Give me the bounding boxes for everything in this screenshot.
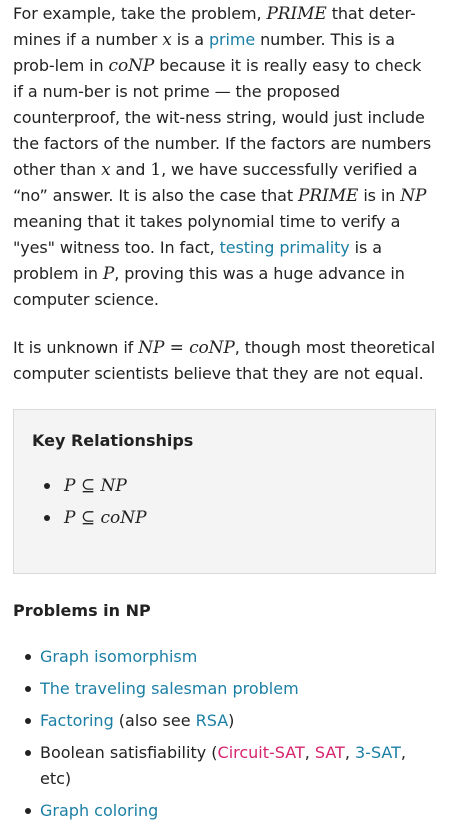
paragraph-np-conp [13, 335, 436, 387]
traveling-salesman-link[interactable]: The traveling salesman problem [40, 679, 299, 698]
problems-list [13, 644, 436, 824]
text: It is unknown if [13, 338, 139, 357]
bullet-icon [25, 808, 31, 814]
testing-primality-link[interactable]: testing primality [219, 238, 350, 257]
math-x: x [101, 160, 111, 180]
key-relationships-box [13, 409, 436, 574]
relationship-list [32, 470, 417, 534]
math-np-eq-conp [138, 338, 235, 358]
math-equals: = [164, 338, 190, 358]
math-p-subset-np [64, 476, 127, 496]
math-np: NP [100, 476, 127, 496]
factoring-link[interactable]: Factoring [40, 711, 114, 730]
bullet-icon [25, 750, 31, 756]
list-item [13, 740, 436, 792]
math-prime: PRIME [266, 4, 327, 24]
text: is a [171, 30, 209, 49]
sat-link[interactable]: SAT [314, 743, 345, 762]
text: , we have successfully verified a “no” answer. It is also the case that [13, 160, 418, 205]
graph-isomorphism-link[interactable]: Graph isomorphism [40, 647, 198, 666]
text: Boolean satisfiability ( [40, 743, 218, 762]
circuit-sat-link[interactable]: Circuit-SAT [217, 743, 305, 762]
text: , though most theoretical computer scientists believe that they are not equal. [13, 338, 436, 383]
text: , proving this was a huge advance in computer science. [13, 264, 405, 309]
prime-link[interactable]: prime [208, 30, 256, 49]
math-p: P [64, 476, 76, 496]
text: For example, take the problem, [13, 4, 267, 23]
math-prime: PRIME [298, 186, 359, 206]
list-item [13, 798, 436, 824]
box-title: Key Relationships [32, 431, 194, 450]
list-item [32, 502, 417, 534]
bullet-icon [44, 483, 50, 489]
text: (also see [113, 711, 196, 730]
math-p: P [102, 264, 115, 284]
math-p: P [64, 508, 76, 528]
math-np: NP [400, 186, 427, 206]
section-title: Problems in NP [13, 601, 151, 620]
math-x: x [162, 30, 172, 50]
math-subseteq: ⊆ [75, 508, 101, 528]
bullet-icon [25, 718, 31, 724]
math-conp: coNP [100, 508, 147, 528]
math-p-subset-conp [64, 508, 147, 528]
text: and [110, 160, 151, 179]
text: , etc) [40, 743, 406, 788]
3-sat-link[interactable]: 3-SAT [355, 743, 401, 762]
text: ) [228, 711, 235, 730]
math-subseteq: ⊆ [75, 476, 101, 496]
list-item [32, 470, 417, 502]
text: meaning that it takes polynomial time to verify a "yes" witness too. In fact, [13, 212, 401, 257]
graph-coloring-link[interactable]: Graph coloring [40, 801, 159, 820]
list-item [13, 708, 436, 734]
math-one-value: 1 [150, 160, 162, 180]
text: that deter-mines if a number [13, 4, 416, 49]
list-item [13, 676, 436, 702]
math-conp: coNP [108, 56, 155, 76]
text: , [344, 743, 355, 762]
rsa-link[interactable]: RSA [195, 711, 229, 730]
math-conp: coNP [189, 338, 235, 358]
paragraph-prime-example [13, 0, 436, 313]
text: because it is really easy to check if a num-ber is not prime — the proposed counterproof, the wit-ness string, would just include the factors of the number. If the factors are numbers other than [13, 56, 432, 179]
math-np: NP [138, 338, 165, 358]
text: number. This is a prob-lem in [13, 30, 395, 75]
list-item [13, 644, 436, 670]
text: is a problem in [13, 238, 382, 283]
math-one [150, 160, 161, 180]
text: , [304, 743, 315, 762]
bullet-icon [25, 654, 31, 660]
bullet-icon [25, 686, 31, 692]
text: is in [358, 186, 401, 205]
bullet-icon [44, 515, 50, 521]
